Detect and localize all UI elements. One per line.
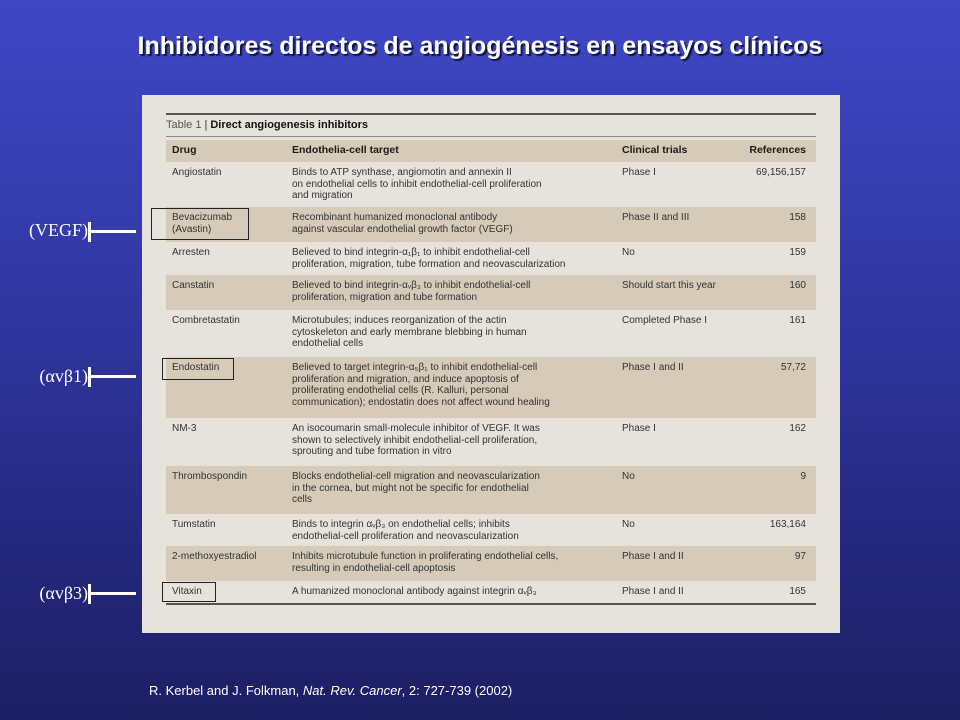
target-line: endothelial cells (292, 338, 364, 349)
table-row (166, 275, 816, 310)
table-caption-title: Direct angiogenesis inhibitors (210, 119, 369, 131)
target-line: and migration (292, 190, 353, 201)
table-row (166, 581, 816, 603)
drug-name: Vitaxin (172, 586, 202, 597)
target-line: in the cornea, but might not be specific for endothelial (292, 482, 529, 494)
target-line: against vascular endothelial growth factor (VEGF) (292, 223, 513, 235)
table-caption-number: Table 1 (166, 119, 202, 131)
drug-name: Thrombospondin (172, 471, 248, 482)
citation-journal: Nat. Rev. Cancer (302, 683, 402, 698)
references: 159 (789, 247, 806, 258)
trial-status: No (622, 247, 635, 258)
target-line: endothelial-cell proliferation and neovascularization (292, 530, 519, 542)
target-line: A humanized monoclonal antibody against integrin αᵥβ₃ (292, 586, 537, 597)
table-row (166, 466, 816, 514)
table-row (166, 418, 816, 466)
trial-status: No (622, 519, 635, 530)
trial-status: Phase I and II (622, 362, 684, 373)
slide-title: Inhibidores directos de angiogénesis en ensayos clínicos (137, 32, 823, 60)
table-row (166, 546, 816, 581)
table-bottom-rule (166, 603, 816, 605)
references: 57,72 (780, 362, 806, 373)
target-line: communication); endostatin does not affect wound healing (292, 396, 550, 408)
highlight-box-endostatin (162, 358, 234, 380)
drug-name: Tumstatin (172, 519, 216, 530)
drug-name: Canstatin (172, 280, 215, 291)
target-line: Binds to integrin αᵥβ₃ on endothelial cells; inhibits (292, 519, 510, 530)
target-line: Binds to ATP synthase, angiomotin and annexin II (292, 167, 512, 178)
target-line: An isocoumarin small-molecule inhibitor of VEGF. It was (292, 423, 540, 434)
references: 161 (789, 315, 806, 326)
references: 162 (789, 423, 806, 434)
table-top-rule (166, 113, 816, 115)
trial-status: Completed Phase I (622, 315, 708, 326)
drug-name: Combretastatin (172, 315, 240, 326)
target-line: cytoskeleton and early membrane blebbing in human (292, 326, 527, 338)
target-line: Believed to bind integrin-αᵥβ₃ to inhibit endothelial-cell (292, 280, 531, 291)
trial-status: Phase I (622, 423, 656, 434)
target-line: Blocks endothelial-cell migration and neovascularization (292, 471, 540, 482)
drug-name: NM-3 (172, 423, 197, 434)
drug-name: 2-methoxyestradiol (172, 551, 257, 562)
drug-name-alt: (Avastin) (172, 223, 212, 235)
target-line: cells (292, 494, 313, 505)
bracket-vegf (88, 222, 136, 242)
target-line: proliferation, migration, tube formation and neovascularization (292, 258, 566, 270)
header-trials: Clinical trials (622, 144, 688, 156)
references: 160 (789, 280, 806, 291)
bracket-avb3 (88, 584, 136, 604)
references: 158 (789, 212, 806, 223)
target-line: proliferation and migration, and induce apoptosis of (292, 373, 519, 385)
citation-details: , 2: 727-739 (2002) (401, 683, 513, 698)
table-row (166, 242, 816, 275)
references: 97 (794, 551, 806, 562)
table-panel (142, 95, 840, 633)
drug-name: Endostatin (172, 362, 220, 373)
trial-status: Phase I (622, 167, 656, 178)
trial-status: Phase I and II (622, 586, 684, 597)
side-label-vegf: (VEGF) (29, 220, 88, 240)
table-caption-separator: | (204, 119, 208, 131)
header-drug: Drug (172, 144, 197, 156)
drug-name: Bevacizumab (172, 212, 233, 223)
trial-status: Phase II and III (622, 212, 690, 223)
trial-status: Should start this year (622, 280, 716, 291)
target-line: on endothelial cells to inhibit endothelial-cell proliferation (292, 178, 542, 190)
table-row (166, 162, 816, 207)
target-line: Recombinant humanized monoclonal antibody (292, 212, 498, 223)
highlight-box-vitaxin (162, 582, 216, 602)
trial-status: Phase I and II (622, 551, 684, 562)
target-line: Microtubules; induces reorganization of the actin (292, 315, 507, 326)
target-line: proliferating endothelial cells (R. Kalluri, personal (292, 385, 509, 396)
references: 69,156,157 (755, 167, 806, 178)
target-line: Inhibits microtubule function in proliferating endothelial cells, (292, 551, 559, 562)
table-caption (166, 119, 368, 131)
side-label-avb1: (αvβ1) (39, 366, 88, 386)
target-line: resulting in endothelial-cell apoptosis (292, 562, 456, 574)
header-target: Endothelia-cell target (292, 144, 399, 156)
target-line: Believed to target integrin-α₅β₁ to inhibit endothelial-cell (292, 362, 538, 373)
table-caption-rule (166, 136, 816, 137)
references: 165 (789, 586, 806, 597)
drug-name: Arresten (172, 247, 210, 258)
side-label-avb3: (αvβ3) (39, 583, 88, 603)
target-line: Believed to bind integrin-α₁β₁ to inhibit endothelial-cell (292, 247, 530, 258)
bracket-avb1 (88, 367, 136, 387)
citation (149, 683, 512, 698)
references: 9 (800, 471, 806, 482)
table-row (166, 357, 816, 418)
drug-name: Angiostatin (172, 167, 222, 178)
table-row (166, 310, 816, 357)
citation-authors: R. Kerbel and J. Folkman, (149, 683, 300, 698)
trial-status: No (622, 471, 635, 482)
target-line: sprouting and tube formation in vitro (292, 446, 452, 457)
header-refs: References (749, 144, 806, 156)
target-line: shown to selectively inhibit endothelial-cell proliferation, (292, 434, 538, 446)
table-header-row (166, 140, 816, 162)
table-row (166, 514, 816, 546)
table-row (166, 207, 816, 242)
references: 163,164 (769, 519, 806, 530)
highlight-box-bevacizumab (151, 208, 249, 240)
target-line: proliferation, migration and tube formation (292, 291, 478, 303)
